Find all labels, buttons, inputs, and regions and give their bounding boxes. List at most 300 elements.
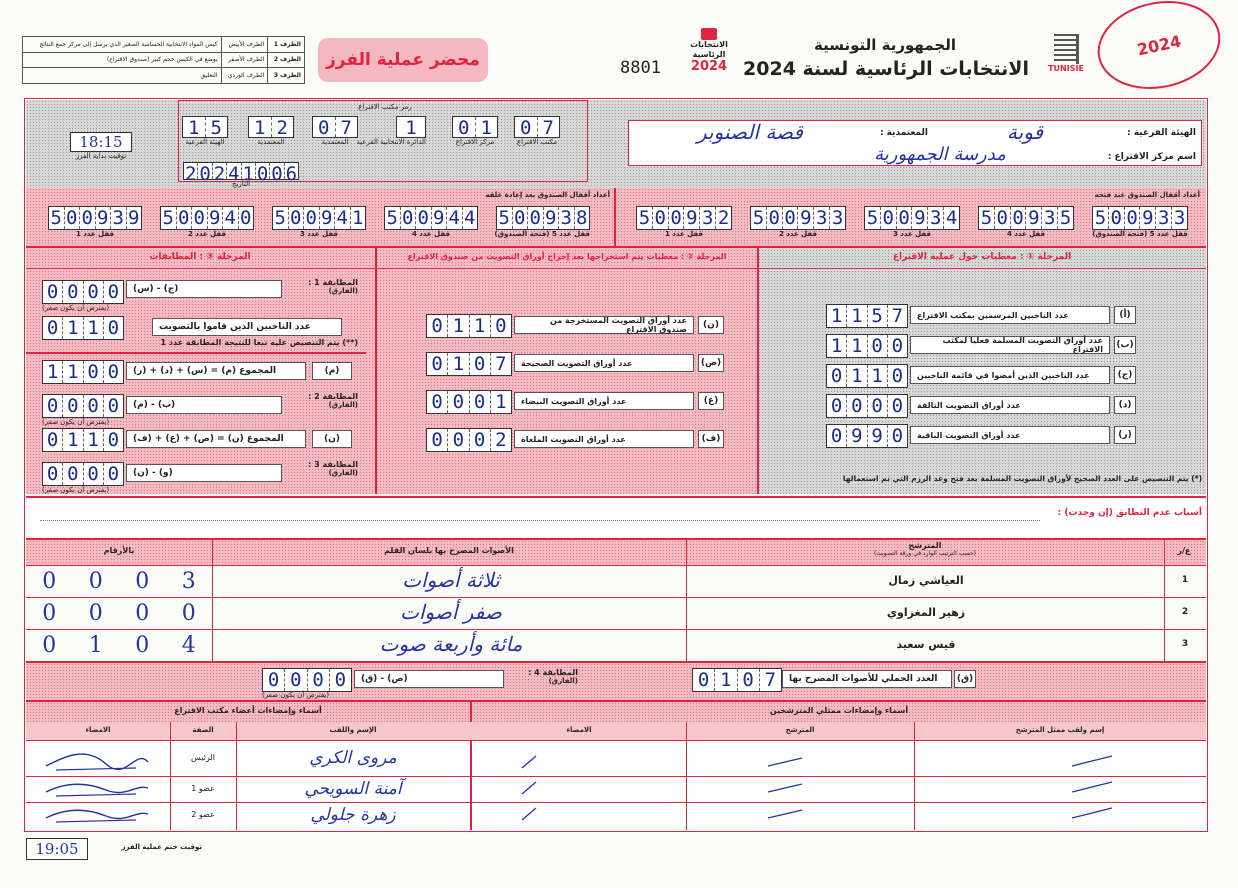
lock-digit[interactable]: 0 bbox=[994, 207, 1010, 229]
stage1-label: عدد أوراق التصويت الباقية bbox=[910, 426, 1110, 444]
republic-title: الجمهورية التونسية bbox=[814, 36, 956, 54]
vote-digit[interactable]: 0 bbox=[42, 569, 57, 594]
votes-digits bbox=[26, 630, 212, 662]
stage1-label: عدد الناخبين الذين أمضوا في قائمة الناخبين bbox=[910, 366, 1110, 384]
reps-col-candidate: المترشح bbox=[785, 726, 815, 734]
locks-after-title: أعداد أقفال الصندوق بعد إعادة غلقه bbox=[485, 191, 610, 199]
code-group-label: الهيئة الفرعية bbox=[185, 138, 225, 146]
date-digit[interactable]: 4 bbox=[228, 163, 240, 185]
stage3-title: المرحلة ③ : المطابقات bbox=[149, 252, 251, 262]
voters-digit[interactable]: 0 bbox=[46, 317, 59, 339]
stage2-digit[interactable]: 0 bbox=[447, 391, 468, 413]
lock-digit[interactable]: 5 bbox=[1094, 207, 1107, 229]
envelope-color: الظرف الأصفر bbox=[221, 52, 268, 68]
code-digit[interactable]: 0 bbox=[520, 117, 532, 139]
lock-digit[interactable]: 5 bbox=[638, 207, 651, 229]
code-digit[interactable]: 0 bbox=[458, 117, 470, 139]
match4-digit[interactable]: 0 bbox=[329, 669, 351, 691]
match2-digit[interactable]: 0 bbox=[62, 395, 82, 417]
date-label: التاريخ bbox=[231, 180, 251, 188]
lock-digit[interactable]: 9 bbox=[126, 207, 142, 229]
lock-digit[interactable]: 3 bbox=[829, 207, 845, 229]
lock-digit[interactable]: 9 bbox=[683, 207, 699, 229]
stage3-separator bbox=[26, 352, 366, 354]
lock-digit[interactable]: 5 bbox=[980, 207, 993, 229]
match4-digits bbox=[262, 668, 352, 692]
match3-formula: (و) - (ن) bbox=[133, 468, 173, 478]
member-name[interactable]: زهرة جلولي bbox=[310, 805, 396, 825]
candidate-num: 1 bbox=[1181, 575, 1189, 585]
logo-line-2: الرئاسية bbox=[692, 50, 726, 59]
stage1-label: عدد أوراق التصويت التالفة bbox=[910, 396, 1110, 414]
code-group bbox=[312, 116, 358, 146]
lock-digit[interactable]: 0 bbox=[1108, 207, 1124, 229]
stage2-label: عدد أوراق التصويت الملغاة bbox=[514, 430, 694, 448]
voters-digit[interactable]: 0 bbox=[103, 317, 123, 339]
envelope-row bbox=[23, 52, 305, 68]
lock-digit[interactable]: 8 bbox=[574, 207, 590, 229]
code-group-label: المعتمدية bbox=[321, 138, 349, 146]
match1-formula: (ج) - (س) bbox=[133, 284, 179, 294]
stage3-content bbox=[36, 276, 362, 494]
candidate-name: زهير المغزاوي bbox=[886, 606, 966, 619]
stage2-digit[interactable]: 2 bbox=[490, 429, 511, 451]
envelope-num: الظرف 2 bbox=[268, 52, 305, 68]
lock-digit[interactable]: 5 bbox=[498, 207, 510, 229]
stage2-row bbox=[426, 390, 720, 412]
date-digit[interactable]: 0 bbox=[256, 163, 269, 185]
stage2-label: عدد أوراق التصويت المستخرجة من صندوق الاقتراع bbox=[514, 316, 694, 334]
member-role: الرئيس bbox=[191, 753, 215, 762]
match2-digit[interactable]: 0 bbox=[103, 395, 123, 417]
lock-label: قفل عدد 1 bbox=[75, 230, 115, 238]
lock-digit[interactable]: 0 bbox=[79, 207, 95, 229]
sum-n-digit[interactable]: 0 bbox=[103, 429, 123, 451]
code-group-label: مكتب الاقتراع bbox=[516, 138, 558, 146]
stage1-digit[interactable]: 1 bbox=[846, 305, 866, 327]
lock-field bbox=[750, 206, 846, 238]
lock-digit[interactable]: 3 bbox=[558, 207, 574, 229]
flag-icon bbox=[701, 28, 717, 40]
lock-digit[interactable]: 9 bbox=[911, 207, 927, 229]
stage2-digit[interactable]: 0 bbox=[469, 429, 490, 451]
code-digit[interactable]: 1 bbox=[475, 117, 498, 137]
vote-digit[interactable]: 0 bbox=[42, 633, 57, 658]
candidate-name: قيس سعيد bbox=[896, 638, 956, 651]
election-title: الانتخابات الرئاسية لسنة 2024 bbox=[743, 58, 1029, 80]
lock-field bbox=[48, 206, 142, 238]
code-group bbox=[248, 116, 294, 146]
stage1-digit[interactable]: 0 bbox=[867, 335, 887, 357]
member-name[interactable]: مروى الكري bbox=[309, 748, 397, 768]
code-group bbox=[356, 116, 426, 146]
lock-digit[interactable]: 0 bbox=[64, 207, 80, 229]
match1-digit[interactable]: 0 bbox=[46, 281, 59, 303]
lock-digit[interactable]: 5 bbox=[274, 207, 286, 229]
subauthority-value: قوبة bbox=[1006, 120, 1044, 144]
member-row bbox=[26, 740, 470, 776]
table-row bbox=[26, 598, 1206, 630]
stage-divider-1 bbox=[375, 246, 377, 494]
total-label-box bbox=[782, 670, 952, 688]
stage2-digit[interactable]: 7 bbox=[490, 353, 511, 375]
sum-n-digit[interactable]: 1 bbox=[62, 429, 82, 451]
signatures-block bbox=[26, 702, 1206, 830]
stage1-digit[interactable]: 1 bbox=[830, 305, 843, 327]
total-digit[interactable]: 0 bbox=[697, 669, 710, 691]
lock-digit[interactable]: 3 bbox=[927, 207, 943, 229]
stage2-digit[interactable]: 0 bbox=[469, 353, 490, 375]
match1-digit[interactable]: 0 bbox=[62, 281, 82, 303]
code-group-label: الدائرة الانتخابية الفرعية bbox=[356, 138, 426, 146]
start-time-box bbox=[70, 132, 132, 160]
stage-title-line bbox=[26, 268, 1206, 269]
lock-digit[interactable]: 0 bbox=[512, 207, 528, 229]
sum-m-key: (م) bbox=[324, 366, 340, 376]
sum-m-digit[interactable]: 1 bbox=[46, 361, 59, 383]
sum-n-digit[interactable]: 0 bbox=[46, 429, 59, 451]
match4-formula-box bbox=[354, 670, 504, 688]
lock-digit[interactable]: 4 bbox=[446, 207, 462, 229]
lock-digit[interactable]: 9 bbox=[431, 207, 447, 229]
col-words: الأصوات المصرح بها بلسان القلم bbox=[384, 546, 514, 555]
stage2-row bbox=[426, 428, 720, 450]
lock-digit[interactable]: 4 bbox=[334, 207, 350, 229]
member-signature[interactable] bbox=[36, 778, 156, 800]
delegation-label: المعتمدية : bbox=[879, 128, 928, 138]
lock-digit[interactable]: 4 bbox=[462, 207, 478, 229]
match4-digit[interactable]: 0 bbox=[267, 669, 280, 691]
stage1-digit[interactable]: 9 bbox=[846, 425, 866, 447]
member-signature[interactable] bbox=[36, 804, 156, 826]
lock-digit[interactable]: 0 bbox=[303, 207, 319, 229]
member-row bbox=[26, 802, 470, 828]
isie-logo bbox=[1036, 34, 1096, 84]
match3-digit[interactable]: 0 bbox=[46, 463, 59, 485]
stage1-digit[interactable]: 5 bbox=[867, 305, 887, 327]
candidate-num: 2 bbox=[1181, 607, 1189, 617]
sum-n-formula: المجموع (ن) = (ص) + (ع) + (ف) bbox=[133, 434, 284, 444]
sum-m-formula: المجموع (م) = (س) + (د) + (ر) bbox=[133, 366, 277, 376]
vote-digit[interactable]: 0 bbox=[42, 601, 57, 626]
stage2-digit[interactable]: 0 bbox=[431, 315, 443, 337]
lock-digit[interactable]: 3 bbox=[1155, 207, 1171, 229]
lock-digit[interactable]: 9 bbox=[543, 207, 559, 229]
match1-diff: (الفارق) bbox=[328, 287, 358, 295]
lock-digit[interactable]: 5 bbox=[386, 207, 398, 229]
station-code-groups bbox=[182, 116, 582, 152]
center-label: اسم مركز الاقتراع : bbox=[1107, 152, 1196, 162]
match3-digit[interactable]: 0 bbox=[83, 463, 103, 485]
members-col-signature: الامضاء bbox=[85, 726, 111, 734]
stage1-digit[interactable]: 7 bbox=[887, 305, 907, 327]
locks-divider bbox=[614, 188, 616, 246]
date-digit[interactable]: 0 bbox=[199, 163, 211, 185]
lock-digit[interactable]: 3 bbox=[110, 207, 126, 229]
match4-label-box bbox=[508, 668, 578, 685]
lock-digit[interactable]: 0 bbox=[782, 207, 798, 229]
reps-col-name: إسم ولقب ممثل المترشح bbox=[1015, 726, 1105, 734]
stage1-digit[interactable]: 1 bbox=[830, 335, 843, 357]
match1-zero-note: (يفترض أن يكون صفر) bbox=[42, 304, 110, 312]
vote-digit[interactable]: 0 bbox=[135, 601, 150, 626]
start-time-label: توقيت بداية الفرز bbox=[75, 152, 127, 160]
stage1-digit[interactable]: 1 bbox=[846, 335, 866, 357]
code-digit[interactable]: 1 bbox=[405, 117, 417, 139]
match3-digit[interactable]: 0 bbox=[103, 463, 123, 485]
match3-diff: (الفارق) bbox=[328, 469, 358, 477]
lock-digit[interactable]: 5 bbox=[50, 207, 62, 229]
date-digit[interactable]: 1 bbox=[242, 163, 254, 185]
total-digit[interactable]: 1 bbox=[714, 669, 736, 691]
total-digit[interactable]: 7 bbox=[759, 669, 781, 691]
end-time-value: 19:05 bbox=[35, 840, 79, 858]
envelope-color: الظرف الوردي bbox=[221, 68, 268, 84]
code-group bbox=[452, 116, 498, 146]
lock-digit[interactable]: 3 bbox=[699, 207, 715, 229]
code-digit[interactable]: 2 bbox=[271, 117, 294, 137]
lock-digit[interactable]: 9 bbox=[319, 207, 335, 229]
votes-words[interactable]: مائة وأربعة صوت bbox=[379, 632, 523, 656]
lock-label: قفل عدد 1 bbox=[664, 230, 704, 238]
date-digit[interactable]: 0 bbox=[271, 163, 283, 185]
match4-digit[interactable]: 0 bbox=[307, 669, 329, 691]
stage2-title: المرحلة ② : معطيات يتم استخراجها بعد إخراج أوراق التصويت من صندوق الاقتراع bbox=[407, 252, 727, 261]
match4-zero-note: (يفترض أن يكون صفر) bbox=[262, 691, 330, 699]
rep-mark bbox=[522, 756, 536, 768]
stage1-label: عدد الناخبين المرسمين بمكتب الاقتراع bbox=[910, 306, 1110, 324]
lock-digit[interactable]: 9 bbox=[797, 207, 813, 229]
lock-label: قفل عدد 2 bbox=[187, 230, 227, 238]
match1-digit[interactable]: 0 bbox=[83, 281, 103, 303]
vote-digit[interactable]: 0 bbox=[88, 601, 103, 626]
stage1-label: عدد أوراق التصويت المسلمة فعليا لمكتب الاقتراع bbox=[910, 336, 1110, 354]
code-digit[interactable]: 5 bbox=[205, 117, 228, 137]
stage1-key: (ج) bbox=[1114, 366, 1136, 384]
stage1-title: المرحلة ① : معطيات حول عملية الاقتراع bbox=[892, 252, 1072, 262]
sum-m-digit[interactable]: 0 bbox=[83, 361, 103, 383]
delegation-value: قصة الصنوبر bbox=[697, 120, 803, 144]
stage2-digit[interactable]: 0 bbox=[469, 391, 490, 413]
date-digit[interactable]: 2 bbox=[213, 163, 226, 185]
vote-digit[interactable]: 0 bbox=[135, 569, 150, 594]
lock-digit[interactable]: 0 bbox=[896, 207, 912, 229]
start-time-value: 18:15 bbox=[70, 132, 132, 152]
mismatch-line[interactable] bbox=[40, 520, 1040, 521]
lock-field bbox=[978, 206, 1074, 238]
stage1-digit[interactable]: 0 bbox=[867, 395, 887, 417]
code-digit[interactable]: 0 bbox=[318, 117, 330, 139]
lock-digit[interactable]: 3 bbox=[1041, 207, 1057, 229]
code-digit[interactable]: 1 bbox=[254, 117, 266, 139]
lock-digit[interactable]: 5 bbox=[752, 207, 765, 229]
member-role: عضو 1 bbox=[191, 784, 215, 793]
stage1-digit[interactable]: 1 bbox=[846, 365, 866, 387]
lock-digit[interactable]: 9 bbox=[95, 207, 111, 229]
match3-zero-note: (يفترض أن يكون صفر) bbox=[42, 486, 110, 494]
vote-digit[interactable]: 1 bbox=[88, 633, 103, 658]
members-col-name: الإسم واللقب bbox=[329, 726, 377, 734]
vote-digit[interactable]: 3 bbox=[181, 569, 196, 594]
logo-line-1: الانتخابات bbox=[690, 40, 728, 49]
stage1-key: (د) bbox=[1114, 396, 1136, 414]
total-row bbox=[26, 662, 1206, 702]
total-digits bbox=[692, 668, 782, 692]
col-num: ع/ر bbox=[1177, 546, 1191, 555]
date-digit[interactable]: 6 bbox=[285, 163, 298, 185]
lock-digit[interactable]: 4 bbox=[943, 207, 959, 229]
stage2-digit[interactable]: 0 bbox=[431, 353, 443, 375]
date-digit[interactable]: 2 bbox=[184, 163, 197, 185]
lock-field bbox=[636, 206, 732, 238]
code-digit[interactable]: 1 bbox=[188, 117, 200, 139]
lock-digit[interactable]: 0 bbox=[288, 207, 304, 229]
stage2-digit[interactable]: 0 bbox=[431, 391, 443, 413]
sum-n-key: (ن) bbox=[324, 434, 340, 444]
stage2-digit[interactable]: 0 bbox=[431, 429, 443, 451]
lock-label: قفل عدد 4 bbox=[411, 230, 451, 238]
stage1-digit[interactable]: 0 bbox=[887, 365, 907, 387]
stage2-label: عدد أوراق التصويت البيضاء bbox=[514, 392, 694, 410]
match4-digit[interactable]: 0 bbox=[284, 669, 306, 691]
match2-digit[interactable]: 0 bbox=[46, 395, 59, 417]
lock-digit[interactable]: 3 bbox=[1171, 207, 1187, 229]
lock-digit[interactable]: 1 bbox=[350, 207, 366, 229]
lock-digit[interactable]: 9 bbox=[207, 207, 223, 229]
station-code-title: رمز مكتب الاقتراع bbox=[358, 103, 412, 111]
voters-digit[interactable]: 1 bbox=[62, 317, 82, 339]
total-key-box bbox=[954, 670, 976, 688]
stage1-digit[interactable]: 0 bbox=[887, 335, 907, 357]
stage1-key: (أ) bbox=[1114, 306, 1136, 324]
lock-field bbox=[1092, 206, 1188, 238]
lock-label: قفل عدد 5 (فتحة الصندوق) bbox=[1092, 230, 1188, 238]
envelope-desc: التعليق bbox=[23, 68, 222, 84]
lock-digit[interactable]: 9 bbox=[1025, 207, 1041, 229]
center-value: مدرسة الجمهورية bbox=[874, 144, 1006, 165]
lock-digit[interactable]: 0 bbox=[527, 207, 543, 229]
stage1-digit[interactable]: 0 bbox=[846, 395, 866, 417]
lock-field bbox=[384, 206, 478, 238]
lock-digit[interactable]: 5 bbox=[162, 207, 174, 229]
code-digit[interactable]: 7 bbox=[537, 117, 560, 137]
stage1-digit[interactable]: 1 bbox=[867, 365, 887, 387]
stage-divider-2 bbox=[757, 246, 759, 494]
lock-digit[interactable]: 0 bbox=[880, 207, 896, 229]
voters-digit[interactable]: 1 bbox=[83, 317, 103, 339]
stage2-digit[interactable]: 1 bbox=[447, 315, 468, 337]
lock-digit[interactable]: 3 bbox=[813, 207, 829, 229]
sum-m-digit[interactable]: 1 bbox=[62, 361, 82, 383]
stage1-digit[interactable]: 0 bbox=[887, 395, 907, 417]
stage1-digit[interactable]: 0 bbox=[830, 365, 843, 387]
logo-year: 2024 bbox=[690, 59, 728, 74]
lock-digit[interactable]: 0 bbox=[652, 207, 668, 229]
match3-digit[interactable]: 0 bbox=[62, 463, 82, 485]
reps-title: أسماء وإمضاءات ممثلي المترشحين bbox=[769, 706, 909, 715]
lock-digit[interactable]: 0 bbox=[400, 207, 416, 229]
envelope-desc: يوضع في الكيس حجم كبير (صندوق الاقتراع) bbox=[23, 52, 222, 68]
match2-zero-note: (يفترض أن يكون صفر) bbox=[42, 418, 110, 426]
results-table bbox=[26, 538, 1206, 662]
member-name[interactable]: آمنة السويحي bbox=[304, 779, 402, 799]
lock-digit[interactable]: 5 bbox=[866, 207, 879, 229]
locks-open-row bbox=[636, 206, 1196, 246]
votes-words[interactable]: صفر أصوات bbox=[400, 600, 502, 624]
stage1-digit[interactable]: 0 bbox=[830, 425, 843, 447]
sum-n-digit[interactable]: 1 bbox=[83, 429, 103, 451]
stage1-digit[interactable]: 9 bbox=[867, 425, 887, 447]
lock-digit[interactable]: 0 bbox=[668, 207, 684, 229]
code-digit[interactable]: 7 bbox=[335, 117, 358, 137]
lock-digit[interactable]: 0 bbox=[238, 207, 254, 229]
col-candidate-sub: (حسب الترتيب الوارد في ورقة التصويت) bbox=[874, 550, 976, 557]
stage2-digit[interactable]: 0 bbox=[447, 429, 468, 451]
lock-digit[interactable]: 0 bbox=[415, 207, 431, 229]
code-group-label: المعتمدية bbox=[257, 138, 285, 146]
vote-digit[interactable]: 0 bbox=[181, 601, 196, 626]
total-key: (ق) bbox=[956, 674, 974, 684]
stage-top-line bbox=[26, 246, 1206, 248]
col-candidate: المترشح bbox=[908, 541, 942, 550]
member-signature[interactable] bbox=[36, 742, 156, 774]
match4-label: المطابقة 4 : bbox=[528, 668, 578, 677]
votes-words[interactable]: ثلاثة أصوات bbox=[402, 568, 500, 592]
sum-m-digit[interactable]: 0 bbox=[103, 361, 123, 383]
table-row bbox=[26, 630, 1206, 662]
lock-digit[interactable]: 4 bbox=[222, 207, 238, 229]
stage1-digit[interactable]: 0 bbox=[887, 425, 907, 447]
match1-label: المطابقة 1 : bbox=[308, 278, 358, 287]
process-title-box bbox=[318, 38, 488, 82]
stage1-digit[interactable]: 0 bbox=[830, 395, 843, 417]
stage2-digit[interactable]: 1 bbox=[447, 353, 468, 375]
lock-digit[interactable]: 5 bbox=[1057, 207, 1073, 229]
vote-digit[interactable]: 0 bbox=[135, 633, 150, 658]
lock-digit[interactable]: 0 bbox=[1010, 207, 1026, 229]
match4-formula: (ص) - (ق) bbox=[361, 674, 408, 684]
lock-label: قفل عدد 3 bbox=[892, 230, 932, 238]
stage1-row bbox=[826, 424, 1132, 447]
vote-digit[interactable]: 4 bbox=[181, 633, 196, 658]
lock-field bbox=[864, 206, 960, 238]
lock-digit[interactable]: 0 bbox=[766, 207, 782, 229]
match2-digit[interactable]: 0 bbox=[83, 395, 103, 417]
rep-marks bbox=[472, 740, 1206, 830]
voters-label: عدد الناخبين الذين قاموا بالتصويت bbox=[159, 322, 311, 332]
member-role: عضو 2 bbox=[191, 810, 215, 819]
total-label: العدد الجملي للأصوات المصرح بها bbox=[789, 674, 938, 684]
lock-digit[interactable]: 0 bbox=[176, 207, 192, 229]
lock-digit[interactable]: 9 bbox=[1139, 207, 1155, 229]
match1-digit[interactable]: 0 bbox=[103, 281, 123, 303]
match2-label: المطابقة 2 : bbox=[308, 392, 358, 401]
envelope-color: الظرف الأبيض bbox=[221, 37, 268, 53]
stage2-digit[interactable]: 1 bbox=[490, 391, 511, 413]
lock-digit[interactable]: 0 bbox=[191, 207, 207, 229]
vote-digit[interactable]: 0 bbox=[88, 569, 103, 594]
stage2-digit[interactable]: 1 bbox=[469, 315, 490, 337]
lock-digit[interactable]: 0 bbox=[1124, 207, 1140, 229]
envelope-desc: كيس المواد الانتخابية الحساسة الصغير الذي يرسل إلى مركز جمع النتائج bbox=[23, 37, 222, 53]
form-number: 8801 bbox=[620, 58, 661, 78]
total-digit[interactable]: 0 bbox=[737, 669, 759, 691]
members-col-role: الصفة bbox=[192, 726, 214, 734]
stage1-row bbox=[826, 364, 1133, 387]
stage1-row bbox=[826, 334, 1134, 357]
stage2-digit[interactable]: 0 bbox=[490, 315, 511, 337]
lock-digit[interactable]: 2 bbox=[715, 207, 731, 229]
